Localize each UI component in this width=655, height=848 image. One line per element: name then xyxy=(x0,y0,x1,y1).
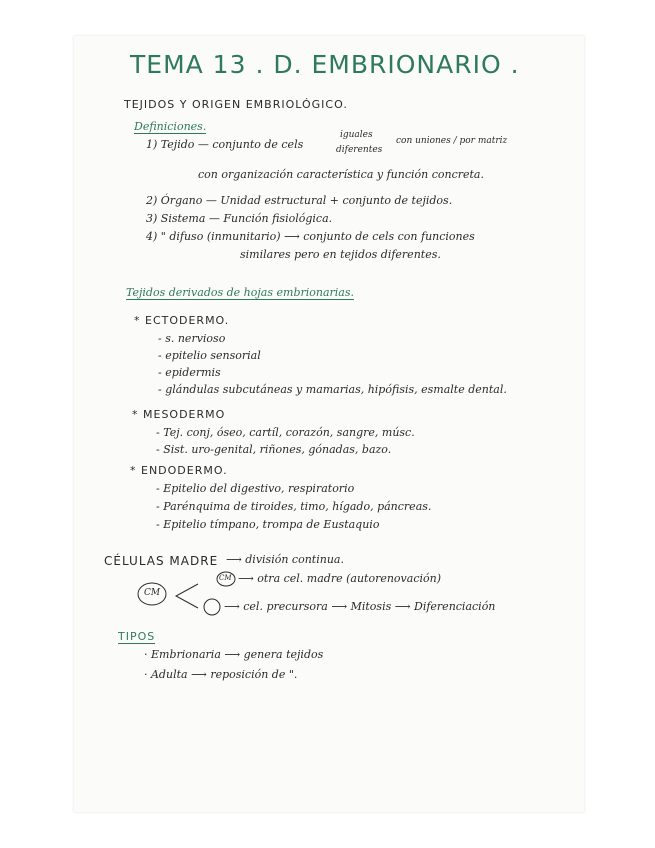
cm-circle-label: CM xyxy=(144,588,161,598)
mesodermo-label: * MESODERMO xyxy=(132,408,226,421)
ectodermo-item: - epitelio sensorial xyxy=(158,349,261,362)
definiciones-heading: Definiciones. xyxy=(134,120,207,133)
ectodermo-label: * ECTODERMO. xyxy=(134,314,230,327)
ectodermo-item: - epidermis xyxy=(158,366,221,379)
cm-small-label: CM xyxy=(219,574,232,582)
celulas-madre-heading: CÉLULAS MADRE xyxy=(104,554,219,568)
def-sistema: 3) Sistema — Función fisiológica. xyxy=(146,212,333,225)
celulas-madre-heading-rest: ⟶ división continua. xyxy=(226,553,344,566)
endodermo-item: - Epitelio del digestivo, respiratorio xyxy=(156,482,355,495)
branch-lines xyxy=(176,584,198,608)
celulas-madre-diagram xyxy=(74,36,584,812)
tipos-item: · Embrionaria ⟶ genera tejidos xyxy=(144,648,324,661)
def-tejido-iguales: iguales xyxy=(340,130,373,140)
def-difuso-line2: similares pero en tejidos diferentes. xyxy=(240,248,441,261)
branch-autorenovacion: ⟶ otra cel. madre (autorenovación) xyxy=(238,572,442,585)
tipos-item: · Adulta ⟶ reposición de ". xyxy=(144,668,298,681)
def-difuso-line1: 4) " difuso (inmunitario) ⟶ conjunto de cels con funciones xyxy=(146,230,475,243)
def-tejido-uniones: con uniones / por matriz xyxy=(396,136,508,146)
precursor-circle xyxy=(204,599,220,615)
ectodermo-item: - glándulas subcutáneas y mamarias, hipófisis, esmalte dental. xyxy=(158,383,507,396)
tipos-heading: TIPOS xyxy=(118,630,156,643)
notebook-page xyxy=(74,36,584,812)
mesodermo-item: - Sist. uro-genital, riñones, gónadas, bazo. xyxy=(156,443,392,456)
mesodermo-item: - Tej. conj, óseo, cartíl, corazón, sangre, músc. xyxy=(156,426,415,439)
endodermo-item: - Parénquima de tiroides, timo, hígado, páncreas. xyxy=(156,500,432,513)
tejidos-derivados-heading: Tejidos derivados de hojas embrionarias. xyxy=(126,286,354,299)
def-tejido-line1: 1) Tejido — conjunto de cels xyxy=(146,138,304,151)
ectodermo-item: - s. nervioso xyxy=(158,332,226,345)
def-tejido-line2: con organización característica y función concreta. xyxy=(198,168,484,181)
section-subtitle: TEJIDOS Y ORIGEN EMBRIOLÓGICO. xyxy=(124,98,348,111)
page-title: TEMA 13 . D. EMBRIONARIO . xyxy=(130,50,520,79)
endodermo-label: * ENDODERMO. xyxy=(130,464,228,477)
def-organo: 2) Órgano — Unidad estructural + conjunto de tejidos. xyxy=(146,194,453,207)
def-tejido-diferentes: diferentes xyxy=(336,145,383,155)
branch-diferenciacion: ⟶ cel. precursora ⟶ Mitosis ⟶ Diferenciación xyxy=(224,600,496,613)
endodermo-item: - Epitelio tímpano, trompa de Eustaquio xyxy=(156,518,380,531)
